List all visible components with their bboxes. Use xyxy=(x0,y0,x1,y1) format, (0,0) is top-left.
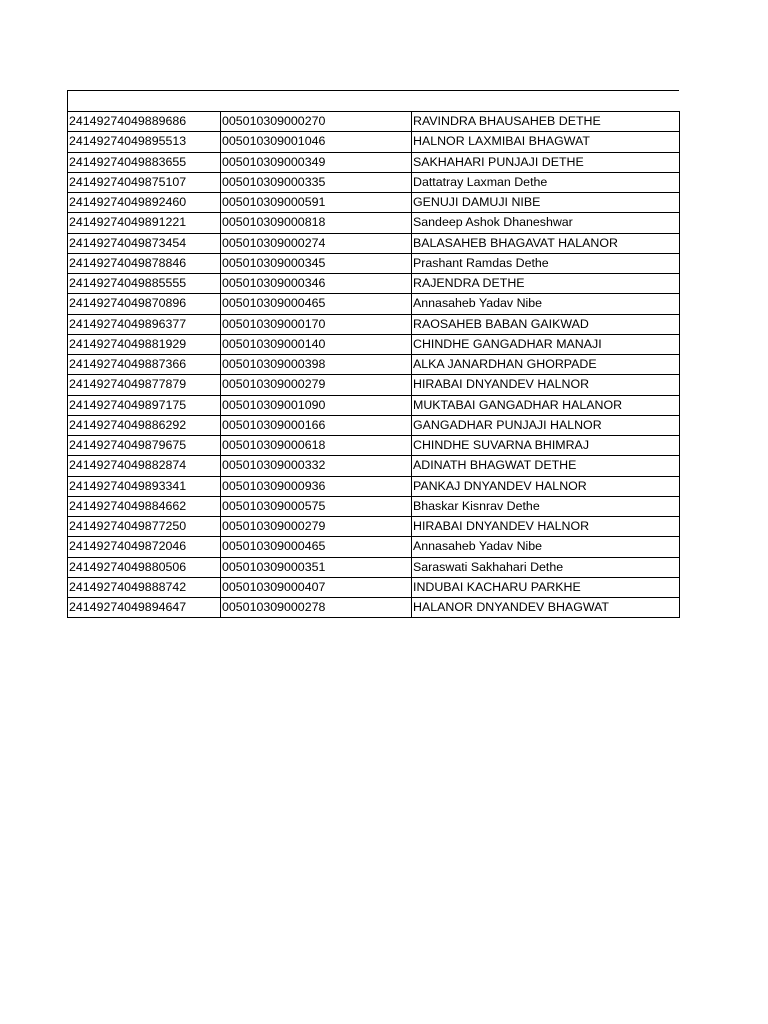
id-cell: 24149274049884662 xyxy=(68,496,221,516)
id-cell: 24149274049883655 xyxy=(68,152,221,172)
account-cell: 005010309000278 xyxy=(221,598,412,618)
id-cell: 24149274049879675 xyxy=(68,436,221,456)
id-cell: 24149274049880506 xyxy=(68,557,221,577)
id-cell: 24149274049878846 xyxy=(68,253,221,273)
id-cell: 24149274049891221 xyxy=(68,213,221,233)
account-cell: 005010309000166 xyxy=(221,415,412,435)
account-cell: 005010309000349 xyxy=(221,152,412,172)
table-row xyxy=(68,517,680,537)
name-cell: HALNOR LAXMIBAI BHAGWAT xyxy=(412,132,680,152)
account-cell: 005010309000818 xyxy=(221,213,412,233)
table-row xyxy=(68,355,680,375)
name-cell: Bhaskar Kisnrav Dethe xyxy=(412,496,680,516)
id-cell: 24149274049892460 xyxy=(68,193,221,213)
id-cell: 24149274049895513 xyxy=(68,132,221,152)
id-cell: 24149274049886292 xyxy=(68,415,221,435)
table-row xyxy=(68,334,680,354)
account-cell: 005010309000140 xyxy=(221,334,412,354)
name-cell: MUKTABAI GANGADHAR HALANOR xyxy=(412,395,680,415)
name-cell: GENUJI DAMUJI NIBE xyxy=(412,193,680,213)
id-cell: 24149274049887366 xyxy=(68,355,221,375)
account-cell: 005010309000465 xyxy=(221,537,412,557)
table-row xyxy=(68,274,680,294)
name-cell: ALKA JANARDHAN GHORPADE xyxy=(412,355,680,375)
account-cell: 005010309000279 xyxy=(221,517,412,537)
id-cell: 24149274049893341 xyxy=(68,476,221,496)
table-row xyxy=(68,395,680,415)
account-cell: 005010309000345 xyxy=(221,253,412,273)
table-row xyxy=(68,496,680,516)
account-cell: 005010309000936 xyxy=(221,476,412,496)
name-cell: Annasaheb Yadav Nibe xyxy=(412,294,680,314)
id-cell: 24149274049889686 xyxy=(68,112,221,132)
table-row xyxy=(68,112,680,132)
table-row xyxy=(68,132,680,152)
table-row xyxy=(68,375,680,395)
name-cell: CHINDHE SUVARNA BHIMRAJ xyxy=(412,436,680,456)
account-cell: 005010309000351 xyxy=(221,557,412,577)
name-cell: ADINATH BHAGWAT DETHE xyxy=(412,456,680,476)
name-cell: SAKHAHARI PUNJAJI DETHE xyxy=(412,152,680,172)
account-cell: 005010309001090 xyxy=(221,395,412,415)
id-cell: 24149274049888742 xyxy=(68,577,221,597)
id-cell: 24149274049894647 xyxy=(68,598,221,618)
name-cell: CHINDHE GANGADHAR MANAJI xyxy=(412,334,680,354)
account-cell: 005010309000575 xyxy=(221,496,412,516)
id-cell: 24149274049875107 xyxy=(68,172,221,192)
table-row xyxy=(68,415,680,435)
name-cell: INDUBAI KACHARU PARKHE xyxy=(412,577,680,597)
name-cell: PANKAJ DNYANDEV HALNOR xyxy=(412,476,680,496)
table-row xyxy=(68,314,680,334)
records-table xyxy=(67,111,680,618)
table-row xyxy=(68,577,680,597)
account-cell: 005010309000170 xyxy=(221,314,412,334)
account-cell: 005010309000398 xyxy=(221,355,412,375)
table-row xyxy=(68,436,680,456)
table-row xyxy=(68,152,680,172)
account-cell: 005010309000274 xyxy=(221,233,412,253)
account-cell: 005010309000591 xyxy=(221,193,412,213)
header-row-border xyxy=(67,90,679,111)
name-cell: RAVINDRA BHAUSAHEB DETHE xyxy=(412,112,680,132)
table-row xyxy=(68,233,680,253)
id-cell: 24149274049897175 xyxy=(68,395,221,415)
id-cell: 24149274049877879 xyxy=(68,375,221,395)
name-cell: HIRABAI DNYANDEV HALNOR xyxy=(412,375,680,395)
name-cell: HIRABAI DNYANDEV HALNOR xyxy=(412,517,680,537)
name-cell: Saraswati Sakhahari Dethe xyxy=(412,557,680,577)
table-row xyxy=(68,456,680,476)
table-row xyxy=(68,598,680,618)
name-cell: Annasaheb Yadav Nibe xyxy=(412,537,680,557)
table-row xyxy=(68,193,680,213)
account-cell: 005010309000465 xyxy=(221,294,412,314)
id-cell: 24149274049885555 xyxy=(68,274,221,294)
id-cell: 24149274049870896 xyxy=(68,294,221,314)
account-cell: 005010309000407 xyxy=(221,577,412,597)
id-cell: 24149274049882874 xyxy=(68,456,221,476)
account-cell: 005010309001046 xyxy=(221,132,412,152)
records-table-body xyxy=(68,112,680,618)
name-cell: HALANOR DNYANDEV BHAGWAT xyxy=(412,598,680,618)
table-row xyxy=(68,537,680,557)
name-cell: GANGADHAR PUNJAJI HALNOR xyxy=(412,415,680,435)
account-cell: 005010309000270 xyxy=(221,112,412,132)
name-cell: Dattatray Laxman Dethe xyxy=(412,172,680,192)
table-row xyxy=(68,253,680,273)
name-cell: RAJENDRA DETHE xyxy=(412,274,680,294)
account-cell: 005010309000346 xyxy=(221,274,412,294)
account-cell: 005010309000618 xyxy=(221,436,412,456)
account-cell: 005010309000335 xyxy=(221,172,412,192)
table-row xyxy=(68,557,680,577)
table-row xyxy=(68,294,680,314)
account-cell: 005010309000279 xyxy=(221,375,412,395)
table-row xyxy=(68,172,680,192)
id-cell: 24149274049872046 xyxy=(68,537,221,557)
id-cell: 24149274049877250 xyxy=(68,517,221,537)
table-row xyxy=(68,476,680,496)
table-row xyxy=(68,213,680,233)
name-cell: Prashant Ramdas Dethe xyxy=(412,253,680,273)
name-cell: RAOSAHEB BABAN GAIKWAD xyxy=(412,314,680,334)
id-cell: 24149274049873454 xyxy=(68,233,221,253)
account-cell: 005010309000332 xyxy=(221,456,412,476)
id-cell: 24149274049881929 xyxy=(68,334,221,354)
name-cell: BALASAHEB BHAGAVAT HALANOR xyxy=(412,233,680,253)
id-cell: 24149274049896377 xyxy=(68,314,221,334)
name-cell: Sandeep Ashok Dhaneshwar xyxy=(412,213,680,233)
